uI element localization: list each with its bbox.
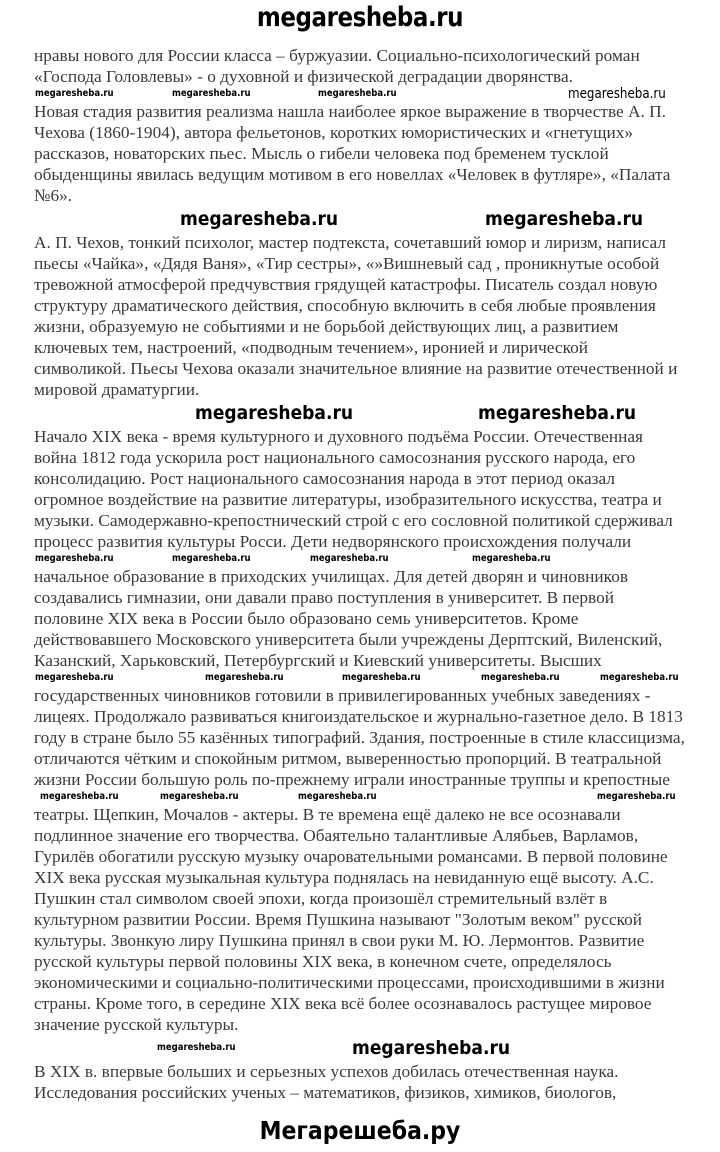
text-line: ключевых тем, настроений, «подводным течением», иронией и лирической: [34, 338, 588, 357]
text-line: музыки. Самодержавно-крепостнический строй с его сословной политикой сдерживал: [34, 511, 673, 530]
watermark-row: [0, 790, 720, 804]
paragraph: [34, 426, 720, 552]
header-watermark: megaresheba.ru: [256, 2, 464, 33]
watermark: megaresheba.ru: [157, 1042, 236, 1053]
text-line: государственных чиновников готовили в привилегированных учебных заведениях -: [34, 686, 651, 705]
text-line: война 1812 года ускорила рост национального самосознания русского народа, его: [34, 448, 636, 467]
text-line: значение русской культуры.: [34, 1015, 239, 1034]
text-line: году в стране было 55 казённых типографий. Здания, построенные в стиле классицизма,: [34, 728, 685, 747]
text-line: консолидацию. Рост национального самосознания народа в этот период оказал: [34, 469, 615, 488]
text-line: жизни, образуемую не событиями и не борьбой действующих лиц, а развитием: [34, 317, 619, 336]
watermark: megaresheba.ru: [205, 672, 284, 683]
text-line: XIX века русская музыкальная культура поднялась на невиданную ещё высоту. А.С.: [34, 868, 654, 887]
text-line: мировой драматургии.: [34, 380, 200, 399]
text-line: русской культуры первой половины XIX века, в конечном счете, определялось: [34, 952, 612, 971]
watermark: megaresheba.ru: [160, 791, 239, 802]
text-line: создавались гимназии, они давали право поступления в университет. В первой: [34, 588, 614, 607]
text-line: Чехова (1860-1904), автора фельетонов, коротких юмористических и «гнетущих»: [34, 123, 634, 142]
text-line: тревожной атмосферой предчувствия грядущей катастрофы. Писатель создал новую: [34, 275, 658, 294]
watermark: megaresheba.ru: [597, 791, 676, 802]
text-line: А. П. Чехов, тонкий психолог, мастер подтекста, сочетавший юмор и лиризм, написал: [34, 233, 666, 252]
watermark: megaresheba.ru: [298, 791, 377, 802]
text-line: рассказов, новаторских пьес. Мысль о гибели человека под бременем тусклой: [34, 144, 609, 163]
paragraph-continued: [34, 804, 720, 1035]
text-line: Новая стадия развития реализма нашла наиболее яркое выражение в творчестве А. П.: [34, 102, 666, 121]
watermark-row: [0, 400, 720, 426]
watermark-row: [0, 87, 720, 101]
text-line: Исследования российских ученых – математиков, физиков, химиков, биологов,: [34, 1083, 617, 1102]
text-line: начальное образование в приходских училищах. Для детей дворян и чиновников: [34, 567, 628, 586]
watermark: megaresheba.ru: [568, 86, 666, 102]
paragraph: [34, 101, 720, 206]
text-line: огромное воздействие на развитие литературы, изобразительного искусства, театра и: [34, 490, 662, 509]
text-line: половине XIX века в России было образовано семь университетов. Кроме: [34, 609, 579, 628]
text-line: №6».: [34, 186, 73, 205]
watermark: megaresheba.ru: [35, 88, 114, 99]
text-line: лицеях. Продолжало развиваться книгоиздательское и журнально-газетное дело. В 1813: [34, 707, 683, 726]
watermark: megaresheba.ru: [180, 208, 339, 230]
watermark-row: [0, 1035, 720, 1061]
document-body: [0, 45, 720, 1103]
text-line: Пушкин стал символом своей эпохи, когда произошёл стремительный взлёт в: [34, 889, 608, 908]
watermark-row: [0, 671, 720, 685]
watermark: megaresheba.ru: [195, 402, 354, 424]
text-line: жизни России большую роль по-прежнему играли иностранные труппы и крепостные: [34, 770, 670, 789]
text-line: «Господа Головлевы» - о духовной и физической деградации дворянства.: [34, 67, 573, 86]
text-line: театры. Щепкин, Мочалов - актеры. В те времена ещё далеко не все осознавали: [34, 805, 621, 824]
watermark: megaresheba.ru: [478, 402, 637, 424]
footer-label: Мегарешеба.ру: [259, 1116, 461, 1145]
watermark: megaresheba.ru: [310, 553, 389, 564]
watermark: megaresheba.ru: [485, 208, 644, 230]
watermark: megaresheba.ru: [472, 553, 551, 564]
text-line: обыденщины явилась ведущим мотивом в его новеллах «Человек в футляре», «Палата: [34, 165, 671, 184]
watermark: megaresheba.ru: [35, 672, 114, 683]
text-line: пьесы «Чайка», «Дядя Ваня», «Тир сестры», «»Вишневый сад , проникнутые особой: [34, 254, 660, 273]
watermark: megaresheba.ru: [318, 88, 397, 99]
text-line: Гурилёв обогатили русскую музыку очаровательными романсами. В первой половине: [34, 847, 668, 866]
watermark: megaresheba.ru: [172, 88, 251, 99]
watermark: megaresheba.ru: [35, 553, 114, 564]
watermark-row: [0, 552, 720, 566]
text-line: подлинное значение его творчества. Обаятельно талантливые Алябьев, Варламов,: [34, 826, 639, 845]
text-line: нравы нового для России класса – буржуазии. Социально-психологический роман: [34, 46, 640, 65]
text-line: культурном развитии России. Время Пушкина называют "Золотым веком" русской: [34, 910, 643, 929]
paragraph-continued: [34, 685, 720, 790]
watermark: megaresheba.ru: [600, 672, 679, 683]
text-line: страны. Кроме того, в середине XIX века всё более осознавалось растущее мировое: [34, 994, 652, 1013]
watermark: megaresheba.ru: [481, 672, 560, 683]
text-line: действовавшего Московского университета были учреждены Дерптский, Виленский,: [34, 630, 663, 649]
text-line: экономическими и социально-политическими процессами, происходившими в жизни: [34, 973, 665, 992]
watermark-row: [0, 206, 720, 232]
paragraph-continued: [34, 566, 720, 671]
text-line: процесс развития культуры Росси. Дети недворянского происхождения получали: [34, 532, 632, 551]
text-line: В XIX в. впервые больших и серьезных успехов добилась отечественная наука.: [34, 1062, 619, 1081]
watermark: megaresheba.ru: [172, 553, 251, 564]
paragraph: [34, 45, 720, 87]
watermark: megaresheba.ru: [352, 1037, 511, 1059]
text-line: Казанский, Харьковский, Петербургский и Киевский университеты. Высших: [34, 651, 602, 670]
paragraph: [34, 232, 720, 400]
text-line: отличаются чётким и спокойным ритмом, выверенностью пропорций. В театральной: [34, 749, 662, 768]
text-line: структуру драматического действия, способную включить в себя любые проявления: [34, 296, 656, 315]
text-line: Начало XIX века - время культурного и духовного подъёма России. Отечественная: [34, 427, 643, 446]
watermark: megaresheba.ru: [40, 791, 119, 802]
watermark: megaresheba.ru: [342, 672, 421, 683]
paragraph: [34, 1061, 720, 1103]
text-line: культуры. Звонкую лиру Пушкина принял в свои руки М. Ю. Лермонтов. Развитие: [34, 931, 645, 950]
text-line: символикой. Пьесы Чехова оказали значительное влияние на развитие отечественной и: [34, 359, 678, 378]
